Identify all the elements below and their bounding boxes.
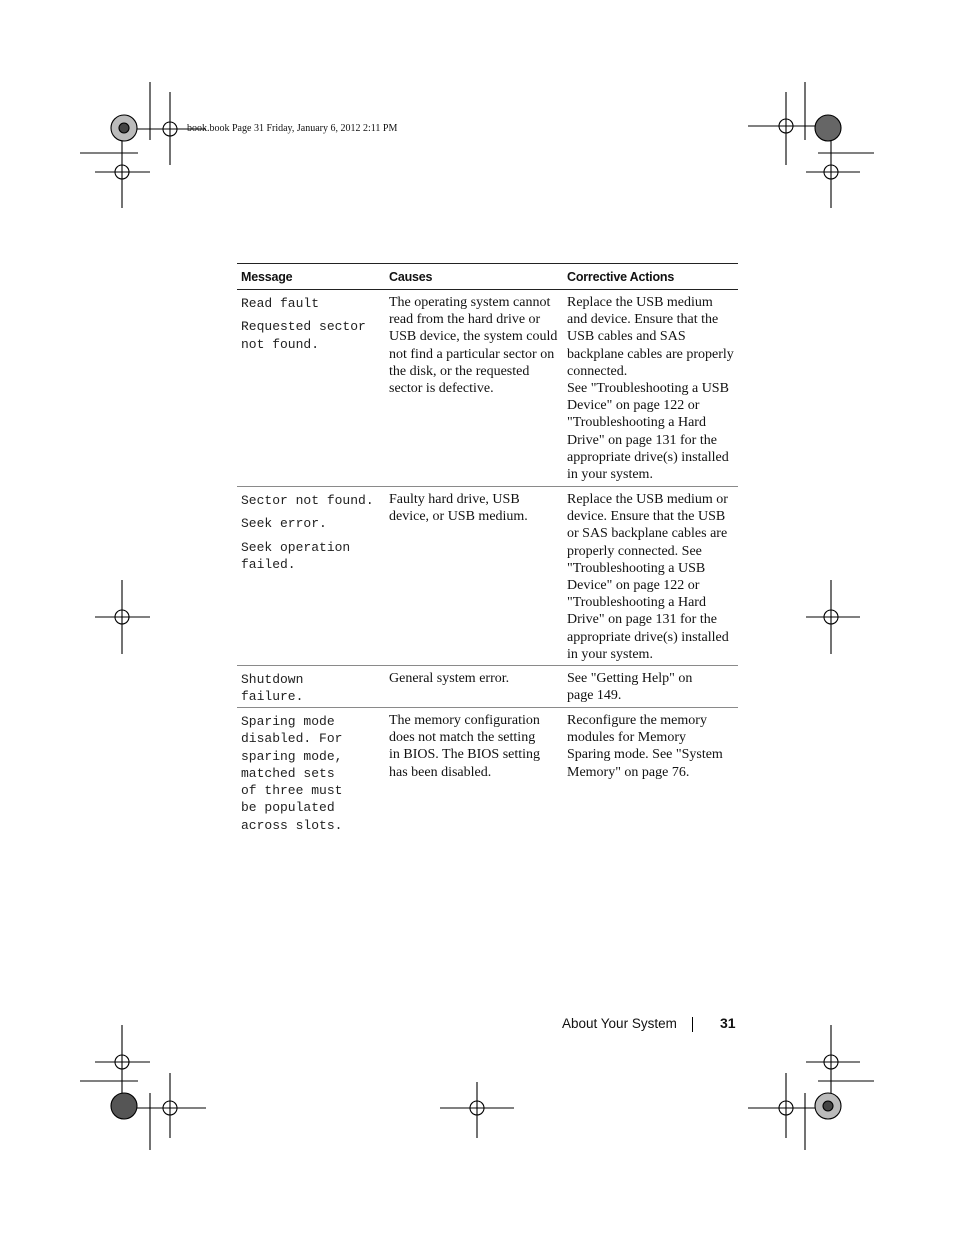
message-text: Shutdown failure. (241, 672, 304, 705)
message-text: Sector not found. (241, 493, 374, 508)
table-header (237, 263, 738, 290)
message-text: Seek operation failed. (241, 539, 351, 572)
actions-text: Replace the USB medium or device. Ensure that the USB or SAS backplane cables are properly connected. See "Troubleshooting a USB Device" on page 122 or "Troubleshooting a Hard Drive" on page 131 for the appropriate drive(s) installed in your system. (567, 492, 729, 662)
error-message-table (237, 263, 738, 838)
footer-divider (692, 1017, 693, 1032)
causes-cell (385, 708, 563, 840)
registration-mark-icon (80, 1025, 206, 1150)
message-cell (237, 708, 385, 840)
column-header-actions: Corrective Actions (567, 269, 675, 284)
registration-mark-icon (748, 82, 874, 208)
message-cell (237, 666, 385, 712)
starburst-icon (111, 1093, 137, 1119)
column-header-causes: Causes (389, 269, 433, 284)
print-slug: book.book Page 31 Friday, January 6, 2012 2:11 PM (187, 123, 398, 134)
actions-cell (563, 708, 738, 840)
starburst-icon (815, 1093, 841, 1119)
causes-text: The operating system cannot read from the hard drive or USB device, the system could not find a particular sector on the disk, or the requested sector is defective. (389, 295, 558, 397)
registration-mark-icon (80, 82, 206, 208)
running-footer-title: About Your System (562, 1016, 677, 1031)
page-number: 31 (720, 1015, 736, 1031)
message-text: Seek error. (241, 516, 327, 532)
starburst-icon (815, 115, 841, 141)
actions-text: See "Getting Help" on page 149. (567, 671, 693, 704)
actions-cell (563, 487, 738, 665)
message-cell (237, 290, 385, 486)
message-text: Read fault (241, 296, 320, 311)
message-text: Requested sector not found. (241, 319, 366, 352)
causes-text: The memory configuration does not match the setting in BIOS. The BIOS setting has been disabled. (389, 713, 541, 780)
table-row (237, 708, 738, 838)
causes-text: Faulty hard drive, USB device, or USB medium. (389, 492, 528, 525)
causes-cell (385, 487, 563, 665)
registration-mark-icon (440, 1082, 514, 1138)
actions-text: Reconfigure the memory modules for Memory Sparing mode. See "System Memory" on page 76. (567, 713, 723, 780)
causes-text: General system error. (389, 671, 510, 686)
causes-cell (385, 290, 563, 486)
message-cell (237, 487, 385, 665)
message-text: Sparing mode disabled. For sparing mode, matched sets of three must be populated across slots. (241, 714, 343, 833)
actions-cell (563, 666, 738, 712)
starburst-icon (111, 115, 137, 141)
column-header-message: Message (241, 269, 293, 284)
actions-text: Replace the USB medium and device. Ensure that the USB cables and SAS backplane cables are properly connected. See "Troubleshooting a USB Device" on page 122 or "Troubleshooting a Hard Drive" on page 131 for the appropriate drive(s) installed in your system. (567, 295, 734, 483)
causes-cell (385, 666, 563, 712)
actions-cell (563, 290, 738, 486)
table-row (237, 290, 738, 487)
table-row (237, 487, 738, 666)
registration-mark-icon (748, 1025, 874, 1150)
table-row (237, 666, 738, 708)
